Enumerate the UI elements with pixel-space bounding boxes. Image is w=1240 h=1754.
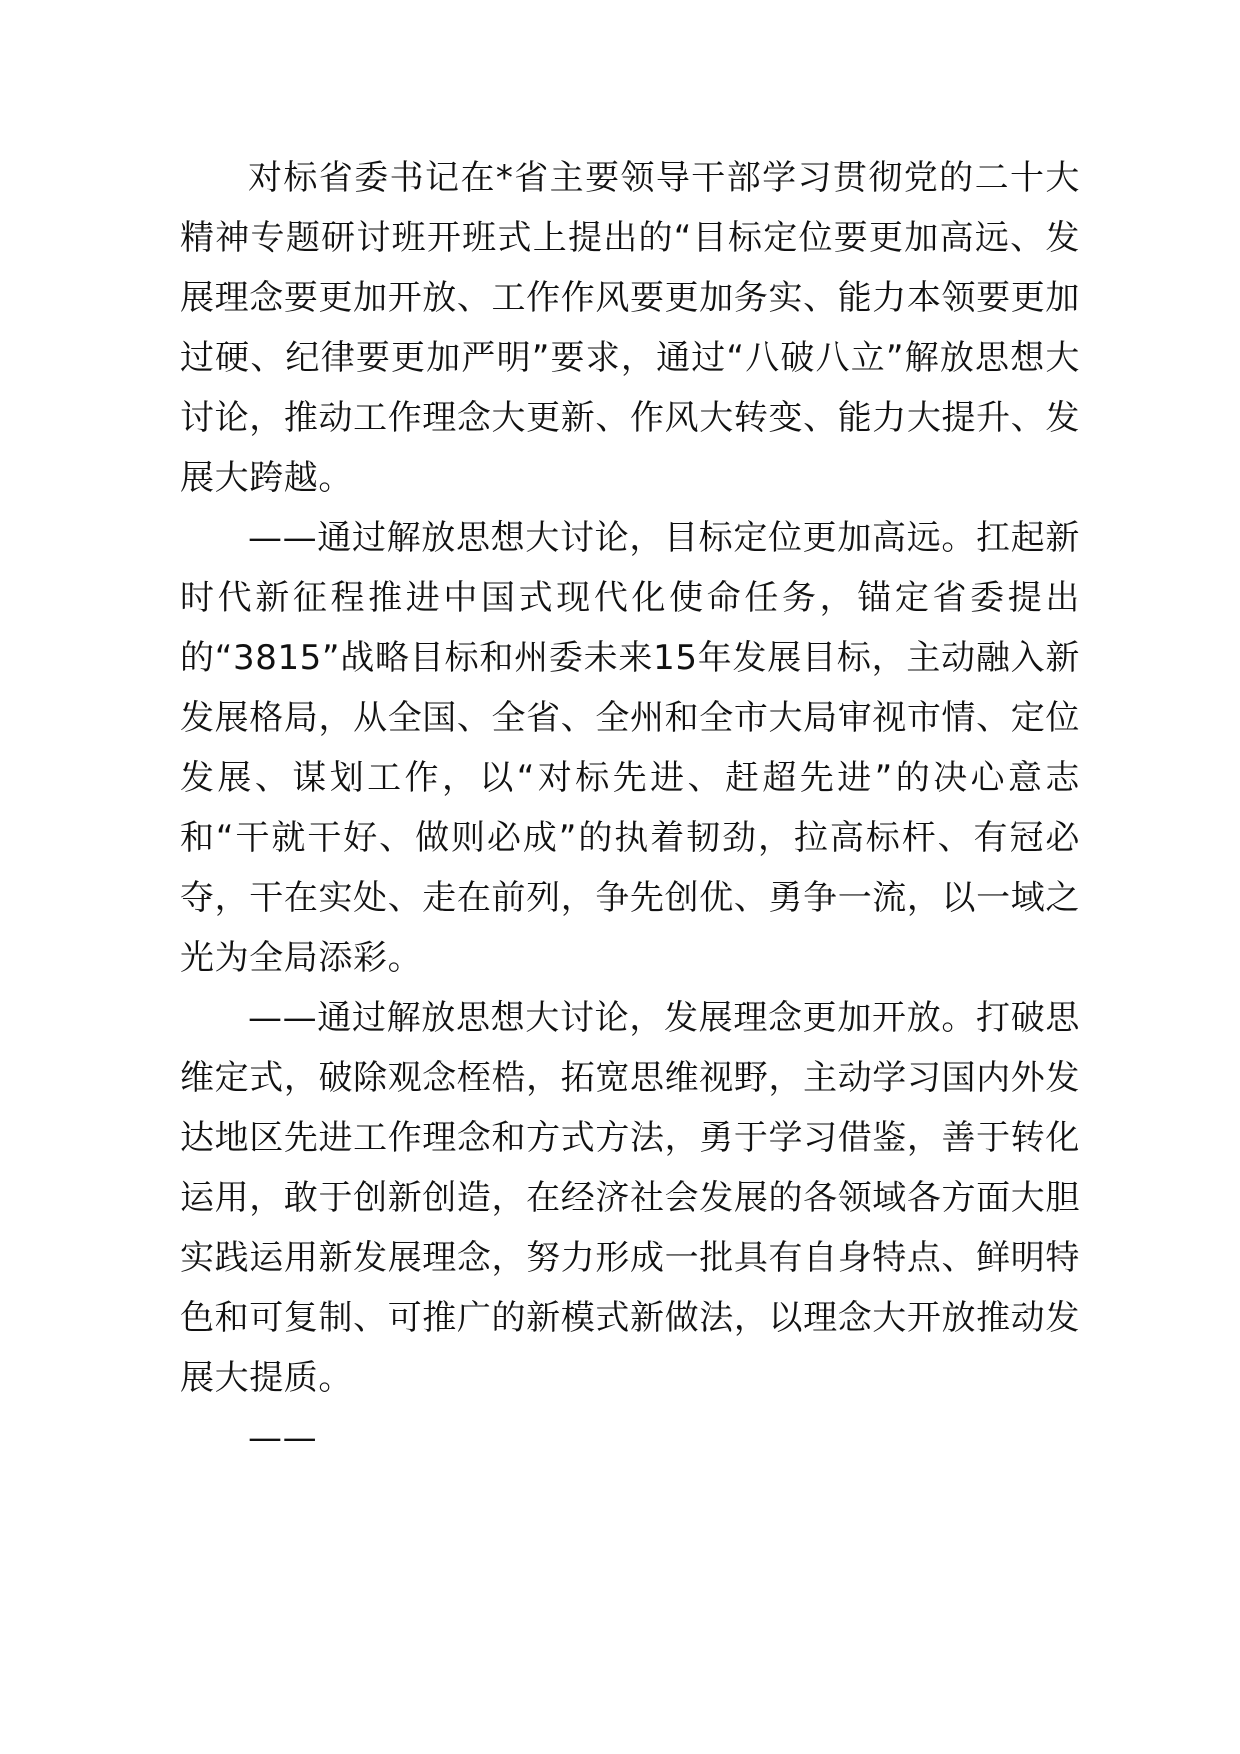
paragraph-continuation: ——: [248, 1418, 318, 1458]
paragraph-intro: 对标省委书记在*省主要领导干部学习贯彻党的二十大精神专题研讨班开班式上提出的“目标定位要更加高远、发展理念要更加开放、工作作风要更加务实、能力本领要更加过硬、纪律要更加严明”要求，通过“八破八立”解放思想大讨论，推动工作理念大更新、作风大转变、能力大提升、发展大跨越。: [180, 158, 1080, 498]
paragraph-development-concept: ——通过解放思想大讨论，发展理念更加开放。打破思维定式，破除观念桎梏，拓宽思维视野，主动学习国内外发达地区先进工作理念和方式方法，勇于学习借鉴，善于转化运用，敢于创新创造，在经济社会发展的各领域各方面大胆实践运用新发展理念，努力形成一批具有自身特点、鲜明特色和可复制、可推广的新模式新做法，以理念大开放推动发展大提质。: [180, 998, 1080, 1398]
document-body: [180, 148, 1080, 1468]
paragraph-goal-positioning: ——通过解放思想大讨论，目标定位更加高远。扛起新时代新征程推进中国式现代化使命任务，锚定省委提出的“3815”战略目标和州委未来15年发展目标，主动融入新发展格局，从全国、全省、全州和全市大局审视市情、定位发展、谋划工作，以“对标先进、赶超先进”的决心意志和“干就干好、做则必成”的执着韧劲，拉高标杆、有冠必夺，干在实处、走在前列，争先创优、勇争一流，以一域之光为全局添彩。: [180, 518, 1080, 978]
